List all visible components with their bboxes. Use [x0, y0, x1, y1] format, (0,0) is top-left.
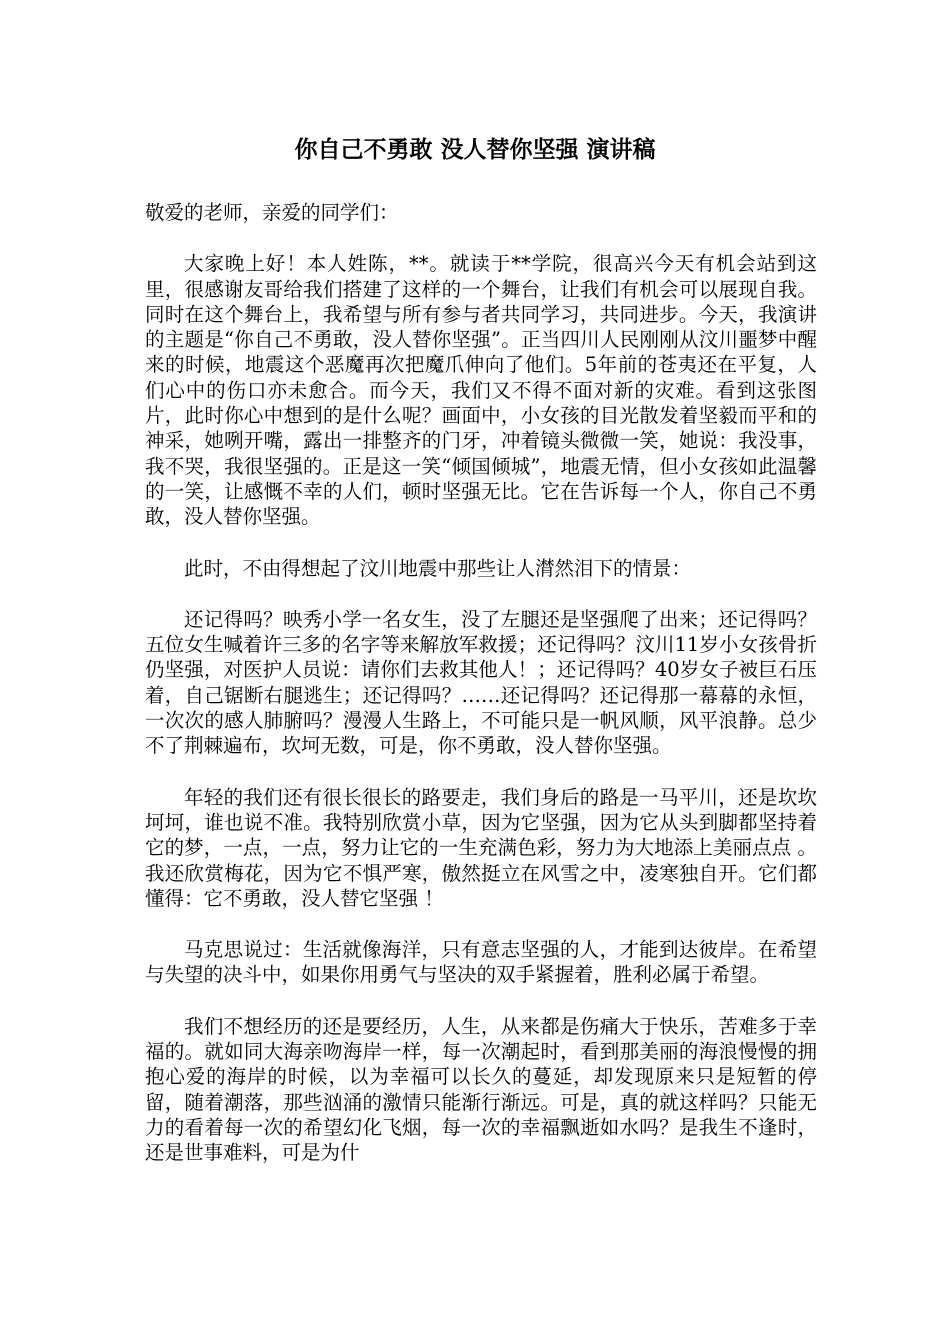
- paragraph-recall: 还记得吗？映秀小学一名女生，没了左腿还是坚强爬了出来；还记得吗？五位女生喊着许三多的名字等来解放军救援；还记得吗？汶川11岁小女孩骨折仍坚强，对医护人员说：请你们去救其他人！；还记得吗？40岁女子被巨石压着，自己锯断右腿逃生；还记得吗？……还记得吗？还记得那一幕幕的永恒，一次次的感人肺腑吗？漫漫人生路上，不可能只是一帆风顺，风平浪静。总少不了荆棘遍布，坎坷无数，可是，你不勇敢，没人替你坚强。: [145, 607, 817, 758]
- paragraph-marx-quote: 马克思说过：生活就像海洋，只有意志坚强的人，才能到达彼岸。在希望与失望的决斗中，如果你用勇气与坚决的双手紧握着，胜利必属于希望。: [145, 938, 817, 987]
- paragraph-sea: 我们不想经历的还是要经历，人生，从来都是伤痛大于快乐，苦难多于幸福的。就如同大海亲吻海岸一样，每一次潮起时，看到那美丽的海浪慢慢的拥抱心爱的海岸的时候，以为幸福可以长久的蔓延，却发现原来只是短暂的停留，随着潮落，那些汹涌的激情只能渐行渐远。可是，真的就这样吗？只能无力的看着每一次的希望幻化飞烟，每一次的幸福飘逝如水吗？是我生不逢时，还是世事难料，可是为什: [145, 1014, 817, 1165]
- paragraph-recall-lead: 此时，不由得想起了汶川地震中那些让人潸然泪下的情景：: [184, 556, 692, 580]
- paragraph-intro: 大家晚上好！本人姓陈，**。就读于**学院，很高兴今天有机会站到这里，很感谢友哥给我们搭建了这样的一个舞台，让我们有机会可以展现自我。同时在这个舞台上，我希望与所有参与者共同学习，共同进步。今天，我演讲的主题是“你自己不勇敢，没人替你坚强”。正当四川人民刚刚从汶川噩梦中醒来的时候，地震这个恶魔再次把魔爪伸向了他们。5年前的苍夷还在平复，人们心中的伤口亦未愈合。而今天，我们又不得不面对新的灾难。看到这张图片，此时你心中想到的是什么呢？画面中，小女孩的目光散发着坚毅而平和的神采，她咧开嘴，露出一排整齐的门牙，冲着镜头微微一笑，她说：我没事，我不哭，我很坚强的。正是这一笑“倾国倾城”，地震无情，但小女孩如此温馨的一笑，让感慨不幸的人们，顿时坚强无比。它在告诉每一个人，你自己不勇敢，没人替你坚强。: [145, 252, 817, 529]
- paragraph-grass-plum: 年轻的我们还有很长很长的路要走，我们身后的路是一马平川，还是坎坎坷坷，谁也说不准。我特别欣赏小草，因为它坚强，因为它从头到脚都坚持着它的梦，一点，一点，努力让它的一生充满色彩，努力为大地添上美丽点点 。我还欣赏梅花，因为它不惧严寒，傲然挺立在风雪之中，凌寒独自开。它们都懂得：它不勇敢，没人替它坚强 ！: [145, 785, 817, 910]
- salutation: 敬爱的老师，亲爱的同学们：: [145, 201, 399, 224]
- document-body: [145, 200, 817, 1192]
- page-title: 你自己不勇敢 没人替你坚强 演讲稿: [294, 137, 656, 163]
